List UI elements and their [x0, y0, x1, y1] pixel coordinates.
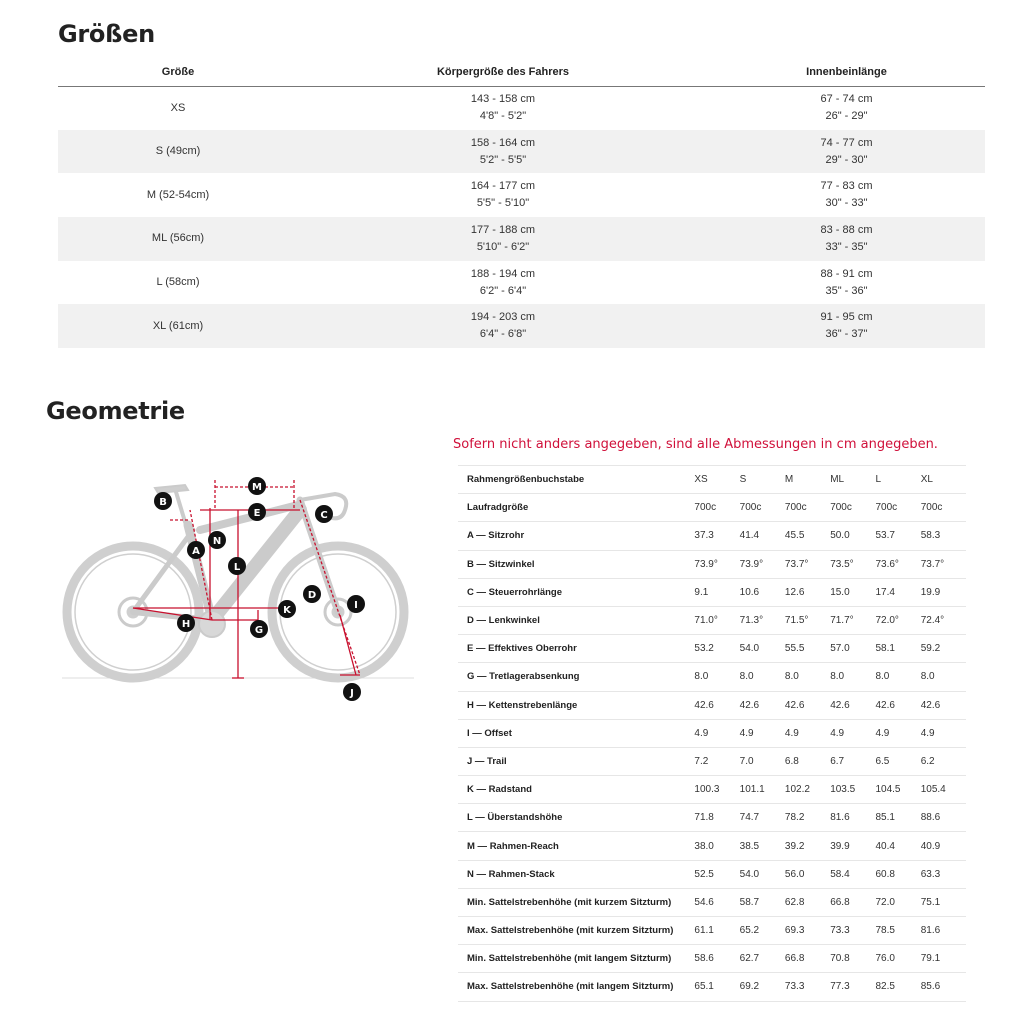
geometry-row-label: I — Offset [458, 719, 694, 747]
svg-text:D: D [307, 590, 317, 601]
geometry-row-label: J — Trail [458, 747, 694, 775]
geometry-row [458, 522, 966, 550]
height-ft: 6'4" - 6'8" [479, 328, 527, 341]
size-row [58, 86, 985, 130]
geometry-value: 61.1 [694, 917, 739, 945]
geometry-value: 73.9° [740, 550, 785, 578]
geometry-row [458, 973, 966, 1001]
geometry-value: 19.9 [921, 578, 966, 606]
size-row [58, 261, 985, 305]
geometry-row-label: H — Kettenstrebenlänge [458, 691, 694, 719]
geometry-value: 38.0 [694, 832, 739, 860]
geometry-value: 59.2 [921, 635, 966, 663]
geometry-value: 8.0 [785, 663, 830, 691]
geometry-value: 73.3 [785, 973, 830, 1001]
geometry-value: 58.1 [875, 635, 920, 663]
geometry-row [458, 719, 966, 747]
geometry-value: 101.1 [740, 776, 785, 804]
geometry-value: 74.7 [740, 804, 785, 832]
geometry-value: 4.9 [785, 719, 830, 747]
geometry-value: 6.7 [830, 747, 875, 775]
geometry-value: 700c [785, 494, 830, 522]
geometry-value: 82.5 [875, 973, 920, 1001]
geometry-value: 700c [875, 494, 920, 522]
inseam-in: 35" - 36" [825, 284, 868, 297]
geometry-row [458, 691, 966, 719]
geometry-row [458, 635, 966, 663]
svg-text:A: A [192, 546, 200, 557]
inseam-in: 33" - 35" [825, 240, 868, 253]
inseam-cm: 74 - 77 cm [820, 136, 873, 149]
geometry-value: 69.2 [740, 973, 785, 1001]
marker-k [278, 600, 296, 618]
marker-h [177, 614, 195, 632]
geometry-value: 42.6 [921, 691, 966, 719]
marker-e [248, 503, 266, 521]
geometry-row [458, 804, 966, 832]
geometry-value: 53.7 [875, 522, 920, 550]
inseam-cm: 77 - 83 cm [820, 180, 873, 193]
inseam-cell [708, 261, 985, 305]
geometry-value: XL [921, 466, 966, 494]
geometry-value: XS [694, 466, 739, 494]
geometry-value: 81.6 [921, 917, 966, 945]
geometry-row [458, 550, 966, 578]
geometry-value: 8.0 [921, 663, 966, 691]
inseam-cell [708, 130, 985, 174]
geometry-value: 73.6° [875, 550, 920, 578]
geometry-value: 72.0° [875, 606, 920, 634]
height-ft: 5'10" - 6'2" [476, 240, 530, 253]
size-cell [58, 130, 298, 174]
svg-text:J: J [350, 688, 354, 699]
rider-height-cell [298, 86, 708, 130]
svg-text:C: C [320, 510, 328, 521]
inseam-cell [708, 173, 985, 217]
geometry-value: 8.0 [875, 663, 920, 691]
geometry-value: 73.7° [921, 550, 966, 578]
geometry-value: 54.0 [740, 635, 785, 663]
marker-i [347, 595, 365, 613]
geometry-row-label: Min. Sattelstrebenhöhe (mit kurzem Sitzturm) [458, 888, 694, 916]
marker-m [248, 477, 266, 495]
height-ft: 6'2" - 6'4" [479, 284, 527, 297]
geometry-value: 73.7° [785, 550, 830, 578]
geometry-value: 77.3 [830, 973, 875, 1001]
geometry-value: 65.1 [694, 973, 739, 1001]
geometry-row-label: Max. Sattelstrebenhöhe (mit kurzem Sitzturm) [458, 917, 694, 945]
geometry-row [458, 860, 966, 888]
marker-c [315, 505, 333, 523]
svg-text:G: G [254, 625, 264, 636]
geometry-value: 42.6 [785, 691, 830, 719]
height-cm: 158 - 164 cm [470, 136, 536, 149]
geometry-value: 58.7 [740, 888, 785, 916]
geometry-row [458, 606, 966, 634]
size-row [58, 173, 985, 217]
inseam-cm: 91 - 95 cm [820, 311, 873, 324]
svg-text:K: K [283, 605, 291, 616]
sizes-header-row [58, 58, 985, 86]
rider-height-cell [298, 130, 708, 174]
size-label: ML (56cm) [151, 232, 205, 245]
geometry-value: 62.8 [785, 888, 830, 916]
geometry-row-label: A — Sitzrohr [458, 522, 694, 550]
size-cell [58, 261, 298, 305]
geometry-value: 4.9 [921, 719, 966, 747]
geometry-value: 57.0 [830, 635, 875, 663]
geometry-value: 88.6 [921, 804, 966, 832]
geometry-value: 54.6 [694, 888, 739, 916]
sizes-table [58, 58, 985, 348]
geometry-row-label: Rahmengrößenbuchstabe [458, 466, 694, 494]
geometry-value: 6.8 [785, 747, 830, 775]
geometry-value: 69.3 [785, 917, 830, 945]
size-row [58, 130, 985, 174]
geometry-value: 72.0 [875, 888, 920, 916]
geometry-value: 65.2 [740, 917, 785, 945]
geometry-row-label: G — Tretlagerabsenkung [458, 663, 694, 691]
geometry-value: 38.5 [740, 832, 785, 860]
geometry-value: 4.9 [740, 719, 785, 747]
col-header-inseam: Innenbeinlänge [708, 58, 985, 86]
marker-n [208, 531, 226, 549]
size-row [58, 304, 985, 348]
geometry-row-label: Min. Sattelstrebenhöhe (mit langem Sitzturm) [458, 945, 694, 973]
rider-height-cell [298, 304, 708, 348]
geometry-row-label: B — Sitzwinkel [458, 550, 694, 578]
geometry-row [458, 917, 966, 945]
height-cm: 188 - 194 cm [470, 267, 536, 280]
geometry-value: L [875, 466, 920, 494]
rider-height-cell [298, 217, 708, 261]
geometry-value: 15.0 [830, 578, 875, 606]
geometry-row [458, 945, 966, 973]
geometry-row [458, 494, 966, 522]
geometry-value: 71.8 [694, 804, 739, 832]
inseam-in: 36" - 37" [825, 328, 868, 341]
height-ft: 5'2" - 5'5" [479, 153, 527, 166]
geometry-value: 78.5 [875, 917, 920, 945]
size-cell [58, 304, 298, 348]
geometry-value: 9.1 [694, 578, 739, 606]
geometry-value: 41.4 [740, 522, 785, 550]
geometry-value: 100.3 [694, 776, 739, 804]
svg-text:L: L [233, 562, 241, 573]
geometry-value: 39.2 [785, 832, 830, 860]
geometry-value: 73.5° [830, 550, 875, 578]
svg-text:E: E [253, 508, 261, 519]
svg-text:H: H [181, 619, 191, 630]
size-label: XS [170, 101, 186, 114]
geometry-value: 58.4 [830, 860, 875, 888]
geometry-value: 55.5 [785, 635, 830, 663]
geometry-value: 700c [740, 494, 785, 522]
geometry-value: 700c [694, 494, 739, 522]
geometry-value: 4.9 [875, 719, 920, 747]
geometry-value: 85.6 [921, 973, 966, 1001]
inseam-cm: 83 - 88 cm [820, 223, 873, 236]
geometry-row [458, 578, 966, 606]
height-cm: 194 - 203 cm [470, 311, 536, 324]
svg-text:B: B [159, 497, 167, 508]
geometry-value: 45.5 [785, 522, 830, 550]
geometry-row-label: N — Rahmen-Stack [458, 860, 694, 888]
geometry-row-label: C — Steuerrohrlänge [458, 578, 694, 606]
geometry-value: 7.2 [694, 747, 739, 775]
size-label: M (52-54cm) [146, 188, 210, 201]
geometry-value: 4.9 [830, 719, 875, 747]
geometry-row [458, 888, 966, 916]
inseam-in: 26" - 29" [825, 110, 868, 123]
geometry-row-label: Max. Sattelstrebenhöhe (mit langem Sitzturm) [458, 973, 694, 1001]
rider-height-cell [298, 261, 708, 305]
size-cell [58, 173, 298, 217]
geometry-value: 37.3 [694, 522, 739, 550]
geometry-row [458, 663, 966, 691]
units-note: Sofern nicht anders angegeben, sind alle Abmessungen in cm angegeben. [453, 437, 938, 452]
geometry-value: M [785, 466, 830, 494]
geometry-value: 6.5 [875, 747, 920, 775]
geometry-value: 6.2 [921, 747, 966, 775]
size-label: L (58cm) [156, 276, 200, 289]
geometry-value: 85.1 [875, 804, 920, 832]
geometry-value: 700c [921, 494, 966, 522]
inseam-cell [708, 86, 985, 130]
inseam-cell [708, 304, 985, 348]
geometry-table [458, 465, 966, 1002]
geometry-value: 53.2 [694, 635, 739, 663]
size-cell [58, 217, 298, 261]
geometry-value: 75.1 [921, 888, 966, 916]
size-label: S (49cm) [155, 145, 201, 158]
geometry-value: 76.0 [875, 945, 920, 973]
geometry-value: 70.8 [830, 945, 875, 973]
geometry-value: 42.6 [875, 691, 920, 719]
geometry-row-label: E — Effektives Oberrohr [458, 635, 694, 663]
geometry-row [458, 832, 966, 860]
geometry-row [458, 466, 966, 494]
geometry-value: 8.0 [830, 663, 875, 691]
inseam-cm: 88 - 91 cm [820, 267, 873, 280]
geometry-row-label: Laufradgröße [458, 494, 694, 522]
svg-text:M: M [252, 482, 262, 493]
geometry-value: 71.3° [740, 606, 785, 634]
geometry-value: 66.8 [830, 888, 875, 916]
geometry-value: 58.3 [921, 522, 966, 550]
svg-text:N: N [212, 536, 222, 547]
inseam-cell [708, 217, 985, 261]
col-header-rider-height: Körpergröße des Fahrers [298, 58, 708, 86]
size-label: XL (61cm) [152, 319, 204, 332]
geometry-value: 40.9 [921, 832, 966, 860]
geometry-value: 73.9° [694, 550, 739, 578]
height-cm: 143 - 158 cm [470, 93, 536, 106]
geometry-value: 10.6 [740, 578, 785, 606]
geometry-value: 104.5 [875, 776, 920, 804]
geometry-value: 12.6 [785, 578, 830, 606]
size-row [58, 217, 985, 261]
geometry-row [458, 747, 966, 775]
geometry-value: 71.0° [694, 606, 739, 634]
marker-j [343, 683, 361, 701]
height-cm: 177 - 188 cm [470, 223, 536, 236]
geometry-value: 72.4° [921, 606, 966, 634]
marker-a [187, 541, 205, 559]
geometry-row-label: K — Radstand [458, 776, 694, 804]
geometry-value: 56.0 [785, 860, 830, 888]
marker-b [154, 492, 172, 510]
inseam-in: 30" - 33" [825, 197, 868, 210]
size-cell [58, 86, 298, 130]
geometry-value: 42.6 [740, 691, 785, 719]
svg-text:I: I [354, 600, 358, 611]
geometry-title: Geometrie [46, 397, 185, 425]
geometry-value: 102.2 [785, 776, 830, 804]
geometry-value: 50.0 [830, 522, 875, 550]
geometry-value: 63.3 [921, 860, 966, 888]
geometry-value: 58.6 [694, 945, 739, 973]
geometry-value: 105.4 [921, 776, 966, 804]
geometry-value: 71.5° [785, 606, 830, 634]
height-ft: 4'8" - 5'2" [479, 110, 527, 123]
geometry-value: 39.9 [830, 832, 875, 860]
geometry-value: ML [830, 466, 875, 494]
col-header-size: Größe [58, 58, 298, 86]
geometry-value: 62.7 [740, 945, 785, 973]
marker-d [303, 585, 321, 603]
bike-diagram-svg [60, 470, 416, 706]
geometry-value: 60.8 [875, 860, 920, 888]
geometry-row-label: L — Überstandshöhe [458, 804, 694, 832]
rider-height-cell [298, 173, 708, 217]
geometry-value: 54.0 [740, 860, 785, 888]
geometry-value: 71.7° [830, 606, 875, 634]
inseam-cm: 67 - 74 cm [820, 93, 873, 106]
geometry-value: 42.6 [694, 691, 739, 719]
bike-geometry-diagram [60, 470, 416, 706]
geometry-value: 78.2 [785, 804, 830, 832]
geometry-value: 42.6 [830, 691, 875, 719]
geometry-value: 66.8 [785, 945, 830, 973]
marker-g [250, 620, 268, 638]
geometry-value: 79.1 [921, 945, 966, 973]
geometry-value: 40.4 [875, 832, 920, 860]
geometry-value: 8.0 [694, 663, 739, 691]
geometry-value: 52.5 [694, 860, 739, 888]
geometry-value: 8.0 [740, 663, 785, 691]
geometry-value: 81.6 [830, 804, 875, 832]
geometry-value: S [740, 466, 785, 494]
geometry-row-label: M — Rahmen-Reach [458, 832, 694, 860]
geometry-row [458, 776, 966, 804]
marker-l [228, 557, 246, 575]
height-cm: 164 - 177 cm [470, 180, 536, 193]
geometry-value: 4.9 [694, 719, 739, 747]
geometry-value: 17.4 [875, 578, 920, 606]
sizes-title: Größen [58, 20, 155, 48]
height-ft: 5'5" - 5'10" [476, 197, 530, 210]
inseam-in: 29" - 30" [825, 153, 868, 166]
geometry-value: 73.3 [830, 917, 875, 945]
geometry-value: 7.0 [740, 747, 785, 775]
geometry-row-label: D — Lenkwinkel [458, 606, 694, 634]
geometry-value: 103.5 [830, 776, 875, 804]
geometry-value: 700c [830, 494, 875, 522]
